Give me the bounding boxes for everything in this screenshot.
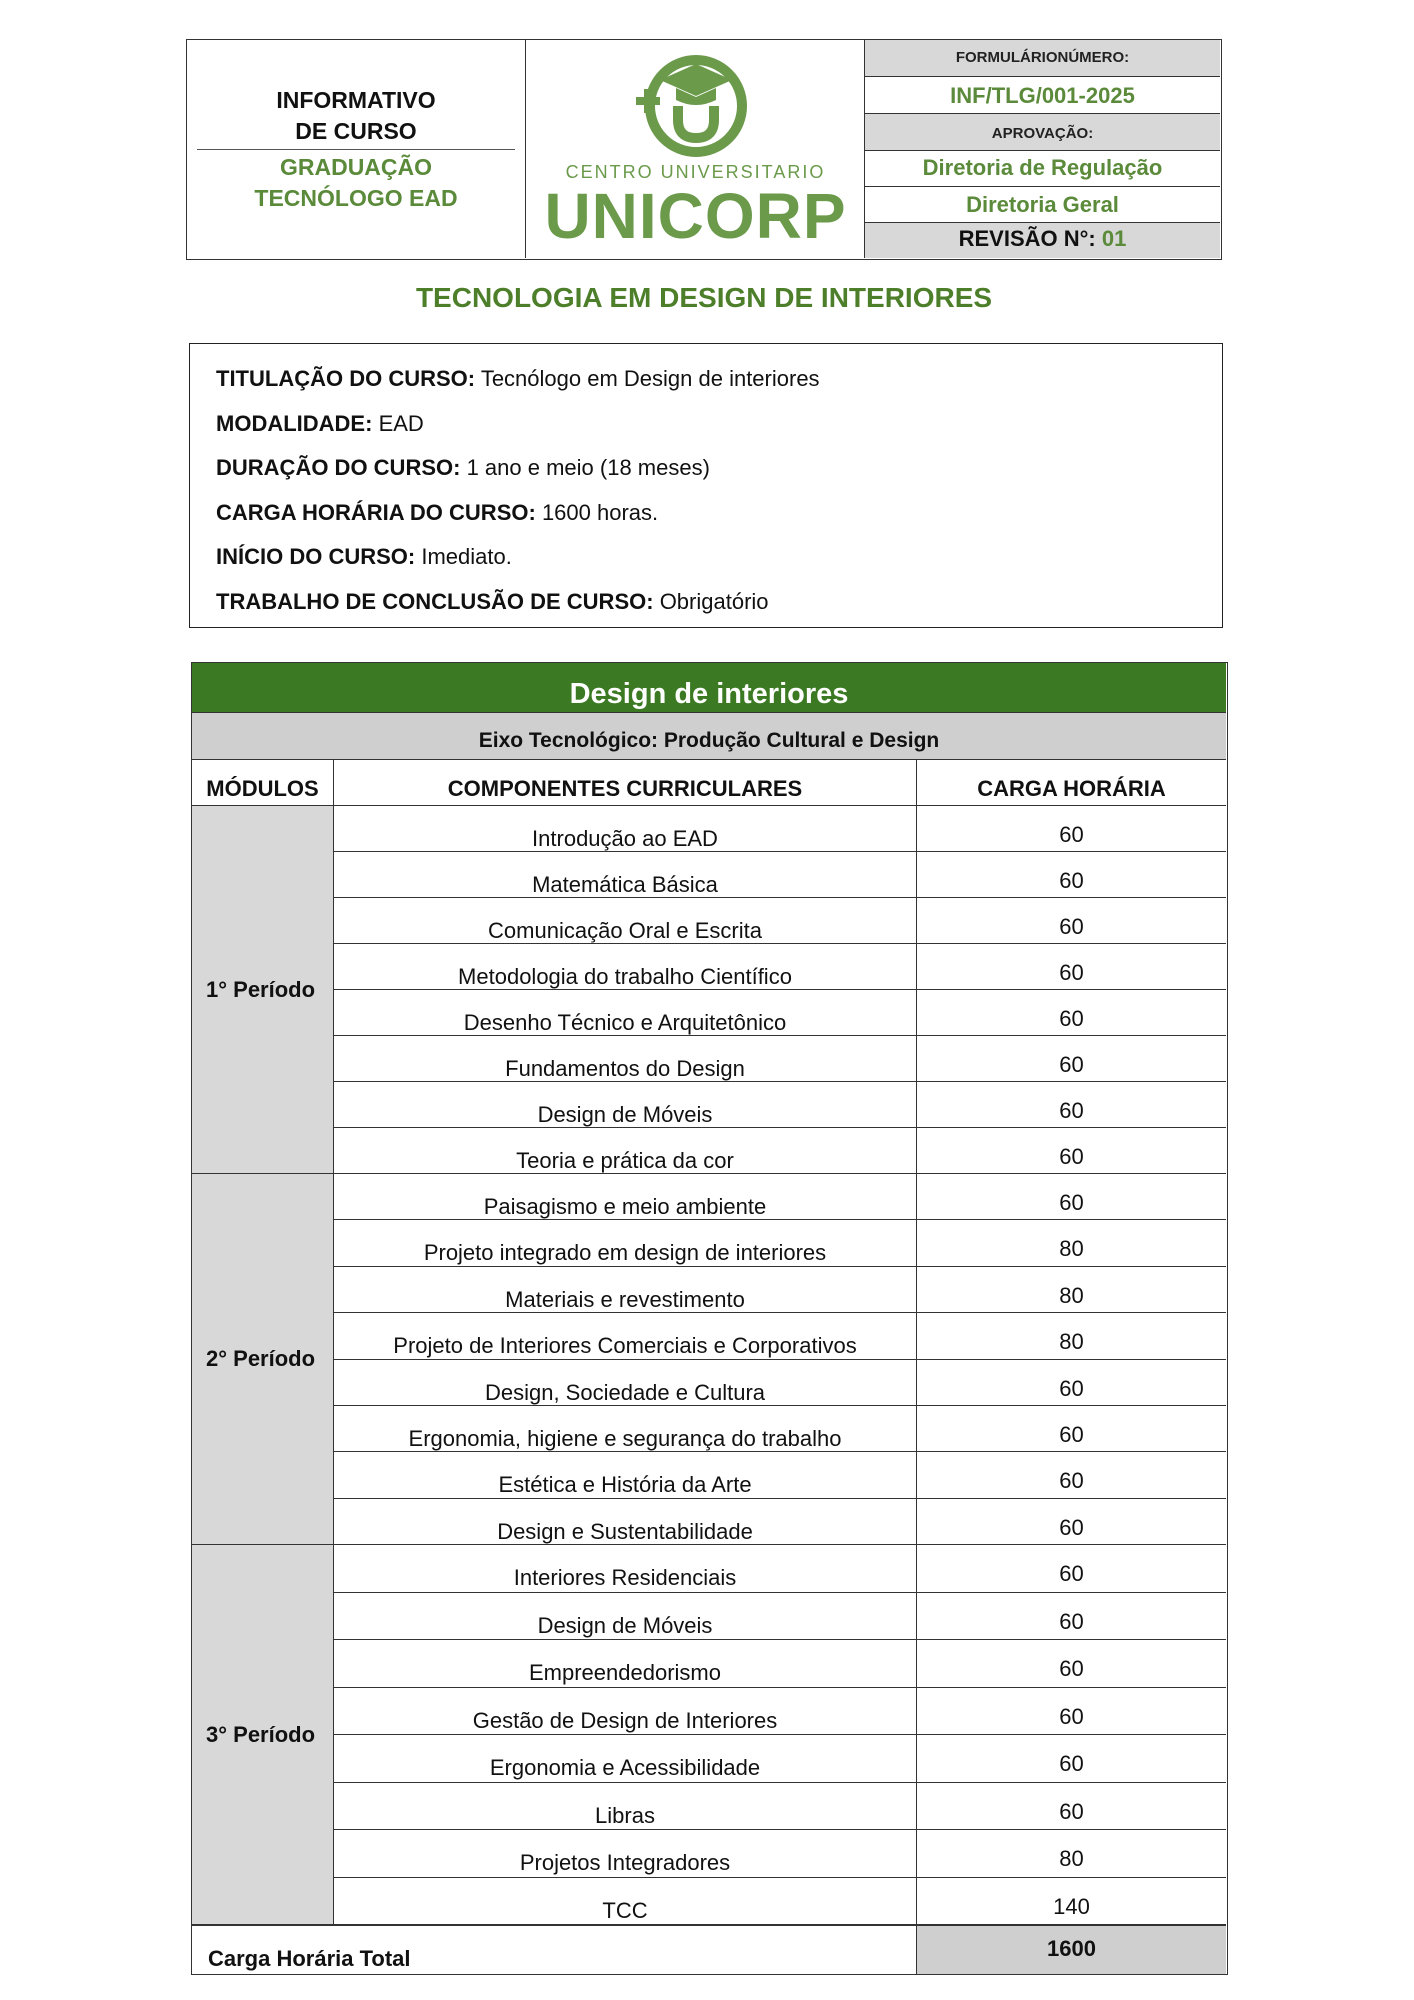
table-row bbox=[334, 898, 1226, 944]
component-name: Teoria e prática da cor bbox=[334, 1128, 917, 1173]
table-row bbox=[334, 1688, 1226, 1736]
info-value: Imediato. bbox=[421, 544, 512, 570]
table-row bbox=[334, 1452, 1226, 1498]
table-row bbox=[334, 1082, 1226, 1128]
table-row bbox=[334, 1878, 1226, 1926]
info-label: CARGA HORÁRIA DO CURSO: bbox=[216, 499, 536, 525]
component-name: Design e Sustentabilidade bbox=[334, 1499, 917, 1544]
component-name: Design de Móveis bbox=[334, 1082, 917, 1127]
component-name: Paisagismo e meio ambiente bbox=[334, 1174, 917, 1219]
info-label: TRABALHO DE CONCLUSÃO DE CURSO: bbox=[216, 588, 654, 614]
form-info-panel bbox=[865, 40, 1220, 258]
component-name: Metodologia do trabalho Científico bbox=[334, 944, 917, 989]
table-row bbox=[334, 1036, 1226, 1082]
info-label: INÍCIO DO CURSO: bbox=[216, 544, 416, 570]
component-hours: 60 bbox=[1059, 1798, 1084, 1824]
info-label: MODALIDADE: bbox=[216, 410, 373, 436]
component-hours: 60 bbox=[1059, 1608, 1084, 1634]
table-row bbox=[334, 1406, 1226, 1452]
table-row bbox=[334, 1783, 1226, 1831]
table-row bbox=[334, 1499, 1226, 1545]
info-carga-horaria bbox=[216, 491, 1222, 536]
table-row bbox=[334, 1220, 1226, 1266]
component-hours: 60 bbox=[1059, 914, 1084, 939]
info-tcc bbox=[216, 580, 1222, 625]
header-subtitle-line1: GRADUAÇÃO bbox=[279, 154, 433, 180]
component-name: Interiores Residenciais bbox=[334, 1545, 917, 1592]
component-name: TCC bbox=[334, 1878, 917, 1925]
component-name: Projeto de Interiores Comerciais e Corporativos bbox=[334, 1313, 917, 1358]
component-name: Design, Sociedade e Cultura bbox=[334, 1360, 917, 1405]
header-divider bbox=[197, 149, 515, 150]
component-hours: 60 bbox=[1059, 1052, 1084, 1077]
table-row bbox=[334, 1313, 1226, 1359]
component-hours: 60 bbox=[1059, 1375, 1084, 1401]
component-hours: 60 bbox=[1059, 868, 1084, 893]
component-name: Matemática Básica bbox=[334, 852, 917, 897]
component-name: Design de Móveis bbox=[334, 1593, 917, 1640]
component-name: Libras bbox=[334, 1783, 917, 1830]
module-label: 2° Período bbox=[192, 1174, 334, 1545]
revision-label: REVISÃO N°: bbox=[958, 226, 1096, 251]
revision-number: 01 bbox=[1101, 226, 1127, 251]
component-hours: 140 bbox=[1053, 1893, 1090, 1919]
module-label: 1° Período bbox=[192, 806, 334, 1174]
component-hours: 80 bbox=[1059, 1236, 1084, 1262]
component-hours: 60 bbox=[1059, 1751, 1084, 1776]
component-name: Materiais e revestimento bbox=[334, 1267, 917, 1312]
component-hours: 60 bbox=[1059, 960, 1084, 985]
document-header bbox=[186, 39, 1222, 260]
component-name: Estética e História da Arte bbox=[334, 1452, 917, 1497]
info-value: EAD bbox=[378, 410, 424, 436]
table-row bbox=[334, 1545, 1226, 1593]
component-hours: 60 bbox=[1059, 1421, 1084, 1447]
info-duracao bbox=[216, 446, 1222, 491]
component-name: Projetos Integradores bbox=[334, 1830, 917, 1877]
component-hours: 60 bbox=[1059, 1468, 1084, 1494]
approval-general: Diretoria Geral bbox=[865, 187, 1220, 223]
component-hours: 80 bbox=[1059, 1329, 1084, 1355]
logo-panel bbox=[526, 40, 865, 258]
info-value: 1600 horas. bbox=[541, 499, 659, 525]
component-hours: 60 bbox=[1059, 822, 1084, 847]
info-value: 1 ano e meio (18 meses) bbox=[466, 455, 710, 481]
header-title-line2: DE CURSO bbox=[295, 118, 417, 144]
component-name: Empreendedorismo bbox=[334, 1640, 917, 1687]
table-axis: Eixo Tecnológico: Produção Cultural e Design bbox=[192, 713, 1226, 760]
component-name: Fundamentos do Design bbox=[334, 1036, 917, 1081]
table-row bbox=[334, 1640, 1226, 1688]
module-label: 3° Período bbox=[192, 1545, 334, 1925]
logo-subtitle: CENTRO UNIVERSITARIO bbox=[565, 162, 826, 182]
table-row bbox=[334, 1128, 1226, 1174]
unicorp-logo-icon bbox=[636, 50, 756, 162]
table-row bbox=[334, 944, 1226, 990]
curriculum-table bbox=[191, 662, 1228, 1975]
approval-regulation: Diretoria de Regulação bbox=[865, 151, 1220, 187]
info-label: DURAÇÃO DO CURSO: bbox=[216, 455, 461, 481]
revision bbox=[865, 223, 1220, 258]
course-info-box bbox=[189, 343, 1223, 628]
info-modalidade bbox=[216, 402, 1222, 447]
info-value: Obrigatório bbox=[659, 588, 769, 614]
table-row bbox=[334, 1267, 1226, 1313]
component-hours: 60 bbox=[1059, 1190, 1084, 1215]
table-row bbox=[334, 1830, 1226, 1878]
approval-label: APROVAÇÃO: bbox=[865, 114, 1220, 151]
component-hours: 60 bbox=[1059, 1514, 1084, 1540]
info-value: Tecnólogo em Design de interiores bbox=[480, 366, 820, 391]
component-name: Desenho Técnico e Arquitetônico bbox=[334, 990, 917, 1035]
total-label: Carga Horária Total bbox=[192, 1925, 917, 1974]
info-inicio bbox=[216, 535, 1222, 580]
component-name: Ergonomia e Acessibilidade bbox=[334, 1735, 917, 1782]
component-hours: 80 bbox=[1059, 1282, 1084, 1308]
component-hours: 60 bbox=[1059, 1144, 1084, 1169]
component-name: Projeto integrado em design de interiores bbox=[334, 1220, 917, 1265]
course-title: TECNOLOGIA EM DESIGN DE INTERIORES bbox=[415, 282, 993, 313]
table-row bbox=[334, 1174, 1226, 1220]
table-row bbox=[334, 852, 1226, 898]
component-hours: 80 bbox=[1059, 1846, 1084, 1871]
table-row bbox=[334, 1735, 1226, 1783]
table-row bbox=[334, 1593, 1226, 1641]
component-hours: 60 bbox=[1059, 1656, 1084, 1681]
component-name: Gestão de Design de Interiores bbox=[334, 1688, 917, 1735]
component-hours: 60 bbox=[1059, 1098, 1084, 1123]
info-label: TITULAÇÃO DO CURSO: bbox=[216, 366, 476, 391]
table-title: Design de interiores bbox=[192, 663, 1226, 713]
table-row bbox=[334, 806, 1226, 852]
header-left-panel bbox=[187, 40, 526, 258]
header-subtitle-line2: TECNÓLOGO EAD bbox=[254, 185, 458, 211]
component-name: Ergonomia, higiene e segurança do trabalho bbox=[334, 1406, 917, 1451]
component-name: Comunicação Oral e Escrita bbox=[334, 898, 917, 943]
form-number: INF/TLG/001-2025 bbox=[865, 77, 1220, 114]
header-title-line1: INFORMATIVO bbox=[276, 87, 436, 113]
table-row bbox=[334, 990, 1226, 1036]
total-value: 1600 bbox=[917, 1925, 1226, 1974]
col-header-modules: MÓDULOS bbox=[192, 760, 334, 806]
component-hours: 60 bbox=[1059, 1703, 1084, 1729]
table-row bbox=[334, 1360, 1226, 1406]
component-name: Introdução ao EAD bbox=[334, 806, 917, 851]
col-header-hours: CARGA HORÁRIA bbox=[917, 760, 1226, 806]
info-titulacao bbox=[216, 357, 1222, 402]
logo-wordmark: UNICORP bbox=[544, 180, 847, 252]
form-number-label: FORMULÁRIONÚMERO: bbox=[865, 40, 1220, 77]
col-header-components: COMPONENTES CURRICULARES bbox=[334, 760, 917, 806]
component-hours: 60 bbox=[1059, 1006, 1084, 1031]
component-hours: 60 bbox=[1059, 1561, 1084, 1586]
